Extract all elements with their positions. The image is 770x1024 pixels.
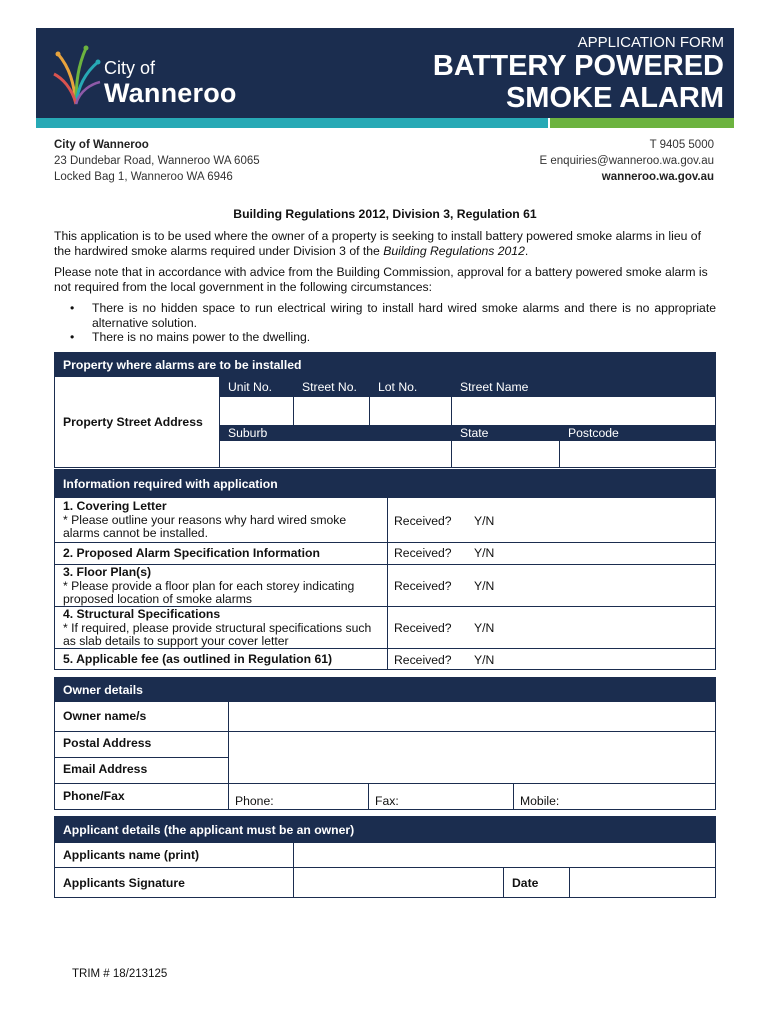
- org-contact: [540, 137, 714, 185]
- org-phone: T 9405 5000: [649, 139, 714, 151]
- info-row-4: [55, 606, 715, 648]
- intro-paragraph-1: [54, 229, 716, 259]
- fax-input[interactable]: [368, 783, 513, 809]
- regulation-heading: Building Regulations 2012, Division 3, Regulation 61: [233, 207, 537, 221]
- suburb-label: Suburb: [219, 425, 451, 441]
- info-row-1: [55, 498, 715, 542]
- mobile-input[interactable]: [513, 783, 715, 809]
- info-item-title: 3. Floor Plan(s): [63, 565, 152, 579]
- postal-address-label: Postal Address: [63, 736, 152, 750]
- street-address: 23 Dundebar Road, Wanneroo WA 6065: [54, 155, 260, 167]
- owner-name-label: Owner name/s: [63, 709, 147, 723]
- org-website: wanneroo.wa.gov.au: [601, 171, 714, 183]
- postal-address-input[interactable]: [228, 731, 715, 783]
- postcode-label: Postcode: [559, 425, 716, 441]
- info-row-5-received[interactable]: [387, 649, 715, 670]
- intro-p1-text: This application is to be used where the owner of a property is seeking to install battery powered smoke alarms in lieu of the hardwired smoke alarms required under Division 3 of the: [54, 229, 701, 258]
- date-label: [503, 867, 569, 897]
- received-label: Received?: [394, 621, 452, 635]
- phone-input[interactable]: [228, 783, 368, 809]
- postcode-input[interactable]: [559, 441, 716, 467]
- info-item-note: * If required, please provide structural specifications such as slab details to support your cover letter: [63, 620, 372, 648]
- yn-label: Y/N: [474, 653, 495, 667]
- info-item-title: 1. Covering Letter: [63, 499, 167, 513]
- applicant-signature-label: Applicants Signature: [63, 876, 185, 890]
- yn-label: Y/N: [474, 546, 495, 560]
- form-kind: APPLICATION FORM: [577, 34, 724, 51]
- state-input[interactable]: [451, 441, 559, 467]
- info-row-4-received[interactable]: [387, 607, 715, 649]
- info-row-2-received[interactable]: [387, 543, 715, 565]
- info-item-title: 5. Applicable fee (as outlined in Regulation 61): [63, 652, 333, 666]
- list-item: • There is no hidden space to run electrical wiring to install hard wired smoke alarms and there is no appropriate alternative solution.: [68, 301, 716, 330]
- property-heading: Property where alarms are to be installed: [55, 353, 715, 377]
- date-label-text: Date: [512, 876, 539, 890]
- applicant-name-input[interactable]: [293, 843, 715, 867]
- city-logo: [52, 40, 252, 106]
- org-name: City of Wanneroo: [54, 139, 149, 151]
- applicant-signature-input[interactable]: [293, 867, 503, 897]
- intro-p1-emphasis: Building Regulations 2012: [383, 244, 525, 258]
- yn-label: Y/N: [474, 579, 495, 593]
- info-row-3: [55, 564, 715, 606]
- street-no-label: Street No.: [293, 377, 369, 397]
- owner-section: [54, 677, 716, 810]
- org-address: [54, 137, 260, 185]
- property-address-label: Property Street Address: [63, 415, 203, 429]
- unit-no-label: Unit No.: [219, 377, 293, 397]
- green-stripe: [550, 118, 734, 128]
- trim-number: TRIM # 18/213125: [72, 968, 168, 980]
- form-title-line2: SMOKE ALARM: [505, 82, 724, 114]
- info-item-title: 4. Structural Specifications: [63, 607, 221, 621]
- owner-heading: Owner details: [55, 678, 715, 702]
- fax-label: Fax:: [375, 794, 399, 808]
- intro-p1-end: .: [524, 244, 529, 258]
- applicant-heading: Applicant details (the applicant must be an owner): [55, 817, 715, 843]
- circumstance-list: [68, 301, 716, 345]
- info-row-1-text: [63, 500, 383, 541]
- date-input[interactable]: [569, 867, 715, 897]
- email-address-label: Email Address: [63, 762, 148, 776]
- info-item-note: * Please outline your reasons why hard wired smoke alarms cannot be installed.: [63, 512, 347, 540]
- property-section: [54, 352, 716, 468]
- yn-label: Y/N: [474, 621, 495, 635]
- received-label: Received?: [394, 546, 452, 560]
- mobile-label: Mobile:: [520, 794, 560, 808]
- street-no-input[interactable]: [293, 397, 369, 425]
- divider: [55, 757, 228, 758]
- intro-paragraph-2: Please note that in accordance with advice from the Building Commission, approval for a battery powered smoke alarm is not required from the local government in the following circumstances:: [54, 265, 708, 294]
- phone-label: Phone:: [235, 794, 274, 808]
- info-row-4-text: [63, 608, 383, 649]
- applicant-name-label: Applicants name (print): [63, 848, 200, 862]
- wanneroo-logo-icon: [52, 40, 102, 106]
- form-title-line1: BATTERY POWERED: [432, 50, 724, 82]
- info-row-3-text: [63, 566, 383, 607]
- lot-no-input[interactable]: [369, 397, 451, 425]
- yn-label: Y/N: [474, 514, 495, 528]
- information-section: [54, 469, 716, 670]
- info-row-1-received[interactable]: [387, 498, 715, 542]
- info-item-note: * Please provide a floor plan for each storey indicating proposed location of smoke alarms: [63, 578, 355, 606]
- applicant-section: [54, 816, 716, 898]
- lot-no-label: Lot No.: [369, 377, 451, 397]
- suburb-input[interactable]: [219, 441, 451, 467]
- info-row-2: [55, 542, 715, 564]
- header-banner: [36, 28, 734, 118]
- information-heading: Information required with application: [55, 470, 715, 498]
- postal-address: Locked Bag 1, Wanneroo WA 6946: [54, 171, 233, 183]
- intro-text: [54, 207, 716, 345]
- teal-stripe: [36, 118, 548, 128]
- unit-no-input[interactable]: [219, 397, 293, 425]
- info-item-title: 2. Proposed Alarm Specification Information: [63, 546, 320, 560]
- logo-city-text: City of: [104, 58, 156, 78]
- logo-name-text: Wanneroo: [104, 78, 237, 108]
- org-email: E enquiries@wanneroo.wa.gov.au: [539, 155, 714, 167]
- street-name-input[interactable]: [451, 397, 716, 425]
- street-name-label: Street Name: [451, 377, 716, 397]
- owner-name-input[interactable]: [228, 702, 715, 731]
- info-row-5: [55, 648, 715, 669]
- info-row-3-received[interactable]: [387, 565, 715, 607]
- state-label: State: [451, 425, 559, 441]
- received-label: Received?: [394, 514, 452, 528]
- phone-fax-label: Phone/Fax: [63, 789, 125, 803]
- received-label: Received?: [394, 653, 452, 667]
- list-item: • There is no mains power to the dwelling.: [68, 330, 716, 345]
- received-label: Received?: [394, 579, 452, 593]
